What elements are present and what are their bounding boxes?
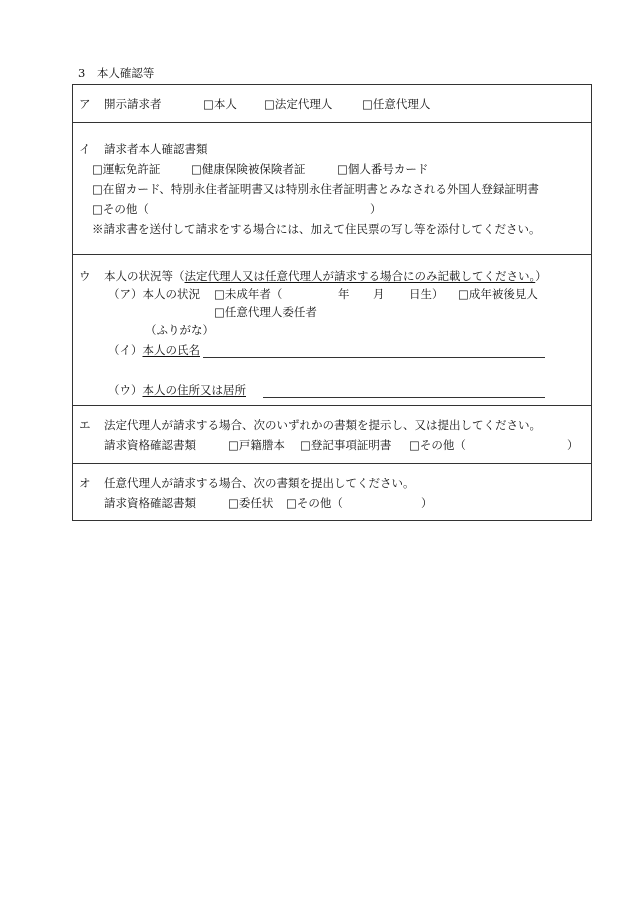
principal-status-title-line <box>104 269 547 283</box>
principal-name-prefix: （イ） <box>108 343 143 357</box>
principal-name-input-line[interactable] <box>203 357 545 358</box>
checkbox-other-legal[interactable]: □その他（ <box>409 438 466 452</box>
legal-agent-instruction: 法定代理人が請求する場合、次のいずれかの書類を提示し、又は提出してください。 <box>104 418 541 432</box>
section-marker-i: イ <box>79 142 91 156</box>
principal-address-prefix: （ウ） <box>108 383 143 397</box>
section-marker-u: ウ <box>79 269 91 283</box>
birth-day-label: 日生） <box>409 287 444 301</box>
checkbox-self[interactable]: □本人 <box>203 97 237 111</box>
identity-documents-title: 請求者本人確認書類 <box>104 142 208 156</box>
checkbox-health-insurance-card[interactable]: □健康保険被保険者証 <box>191 162 306 176</box>
checkbox-adult-guardian[interactable]: □成年被後見人 <box>458 287 538 301</box>
principal-status-title: 本人の状況等（ <box>104 269 185 283</box>
checkbox-legal-agent[interactable]: □法定代理人 <box>264 97 333 111</box>
legal-agent-doc-label: 請求資格確認書類 <box>104 438 196 452</box>
principal-name-label: 本人の氏名 <box>142 343 200 357</box>
other-legal-close: ） <box>567 438 579 452</box>
section-heading: 3 本人確認等 <box>78 66 155 80</box>
checkbox-minor[interactable]: □未成年者（ <box>214 287 283 301</box>
identity-documents-section <box>72 122 592 255</box>
checkbox-voluntary-agent[interactable]: □任意代理人 <box>362 97 431 111</box>
principal-address-label-line <box>108 383 246 397</box>
checkbox-other-identity[interactable]: □その他（ <box>92 202 149 216</box>
principal-status-title-close: ） <box>535 269 547 283</box>
principal-status-instruction: 法定代理人又は任意代理人が請求する場合にのみ記載してください。 <box>184 269 536 283</box>
birth-month-label: 月 <box>373 287 385 301</box>
mail-request-note: ※請求書を送付して請求をする場合には、加えて住民票の写し等を添付してください。 <box>92 222 541 236</box>
principal-address-input-line[interactable] <box>263 397 545 398</box>
checkbox-power-of-attorney[interactable]: □委任状 <box>228 496 274 510</box>
requester-section <box>72 84 592 123</box>
checkbox-family-register[interactable]: □戸籍謄本 <box>228 438 285 452</box>
checkbox-residence-card[interactable]: □在留カード、特別永住者証明書又は特別永住者証明書とみなされる外国人登録証明書 <box>92 182 539 196</box>
principal-name-label-line <box>108 343 200 357</box>
principal-status-section <box>72 255 592 406</box>
furigana-label: （ふりがな） <box>145 323 214 337</box>
requester-label: 開示請求者 <box>104 97 162 111</box>
checkbox-other-voluntary[interactable]: □その他（ <box>286 496 343 510</box>
other-identity-close: ） <box>370 202 382 216</box>
checkbox-drivers-license[interactable]: □運転免許証 <box>92 162 161 176</box>
principal-address-label: 本人の住所又は居所 <box>142 383 246 397</box>
section-marker-a: ア <box>79 97 91 111</box>
status-label: （ア）本人の状況 <box>108 287 200 301</box>
checkbox-registry-certificate[interactable]: □登記事項証明書 <box>300 438 392 452</box>
checkbox-principal-delegator[interactable]: □任意代理人委任者 <box>214 305 317 319</box>
birth-year-label: 年 <box>338 287 350 301</box>
voluntary-agent-documents-section <box>72 464 592 521</box>
voluntary-agent-instruction: 任意代理人が請求する場合、次の書類を提出してください。 <box>104 476 415 490</box>
voluntary-agent-doc-label: 請求資格確認書類 <box>104 496 196 510</box>
section-marker-e: エ <box>79 418 91 432</box>
checkbox-my-number-card[interactable]: □個人番号カード <box>337 162 429 176</box>
section-marker-o: オ <box>79 476 91 490</box>
other-voluntary-close: ） <box>421 496 433 510</box>
legal-agent-documents-section <box>72 406 592 464</box>
